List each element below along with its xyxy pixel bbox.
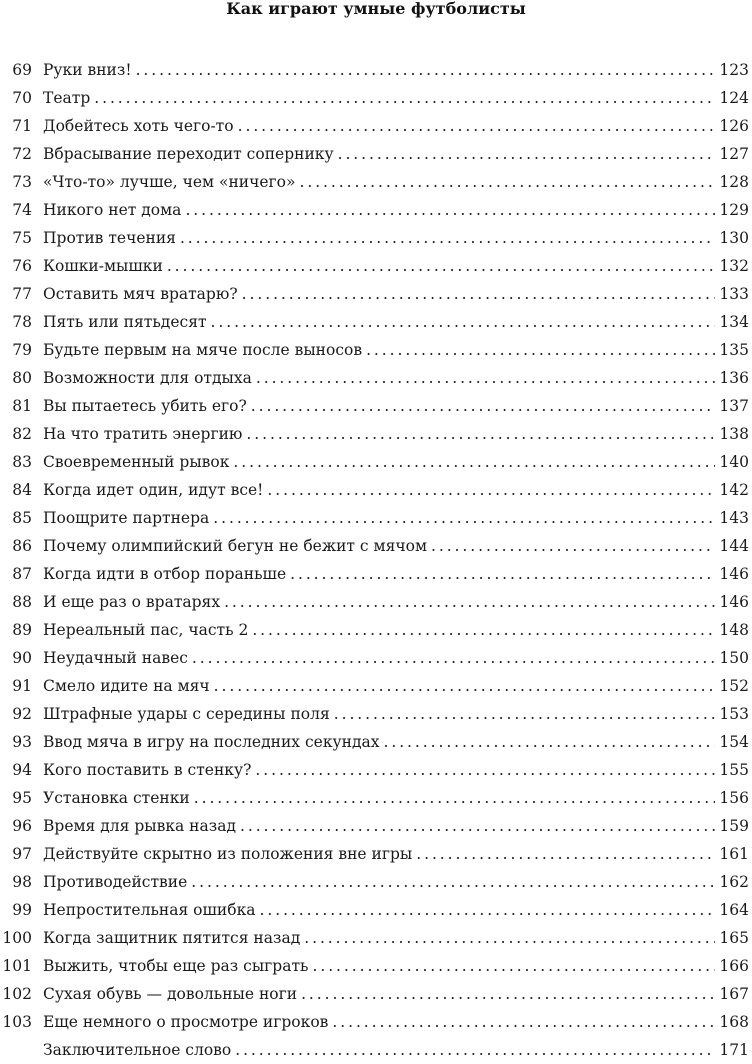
toc-entry[interactable] xyxy=(0,224,752,252)
page-number: 154 xyxy=(719,733,749,751)
dot-leader xyxy=(233,448,715,476)
toc-entry[interactable] xyxy=(0,392,752,420)
chapter-number: 89 xyxy=(12,621,32,639)
chapter-number: 75 xyxy=(12,229,32,247)
page-number: 137 xyxy=(719,397,749,415)
page-number: 167 xyxy=(719,985,749,1003)
page-number: 161 xyxy=(719,845,749,863)
chapter-title: Руки вниз! xyxy=(43,61,132,79)
chapter-title: На что тратить энергию xyxy=(43,425,243,443)
dot-leader xyxy=(246,420,715,448)
chapter-title: Кошки-мышки xyxy=(43,257,163,275)
chapter-number: 99 xyxy=(12,901,32,919)
dot-leader xyxy=(252,616,715,644)
dot-leader xyxy=(167,252,716,280)
toc-entry[interactable] xyxy=(0,868,752,896)
chapter-number: 71 xyxy=(12,117,32,135)
chapter-title: Поощрите партнера xyxy=(43,509,210,527)
chapter-number: 70 xyxy=(12,89,32,107)
chapter-number: 93 xyxy=(12,733,32,751)
dot-leader xyxy=(338,140,716,168)
dot-leader xyxy=(213,504,715,532)
chapter-number: 92 xyxy=(12,705,32,723)
dot-leader xyxy=(191,868,715,896)
dot-leader xyxy=(299,168,715,196)
toc-entry[interactable] xyxy=(0,812,752,840)
chapter-title: Непростительная ошибка xyxy=(43,901,256,919)
page-number: 155 xyxy=(719,761,749,779)
chapter-title: Возможности для отдыха xyxy=(43,369,252,387)
dot-leader xyxy=(312,952,715,980)
dot-leader xyxy=(267,476,715,504)
toc-entry[interactable] xyxy=(0,672,752,700)
toc-entry[interactable] xyxy=(0,728,752,756)
chapter-title: Пять или пятьдесят xyxy=(43,313,207,331)
chapter-number: 90 xyxy=(12,649,32,667)
page-number: 153 xyxy=(719,705,749,723)
dot-leader xyxy=(256,364,716,392)
chapter-title: Штрафные удары с середины поля xyxy=(43,705,330,723)
dot-leader xyxy=(238,112,716,140)
chapter-number: 97 xyxy=(12,845,32,863)
toc-entry[interactable] xyxy=(0,644,752,672)
chapter-title: Вы пытаетесь убить его? xyxy=(43,397,247,415)
page-number: 165 xyxy=(719,929,749,947)
chapter-title: Своевременный рывок xyxy=(43,453,230,471)
chapter-title: И еще раз о вратарях xyxy=(43,593,221,611)
toc-entry[interactable] xyxy=(0,112,752,140)
dot-leader xyxy=(136,56,716,84)
toc-entry[interactable] xyxy=(0,476,752,504)
page-number: 138 xyxy=(719,425,749,443)
page-number: 159 xyxy=(719,817,749,835)
chapter-title: «Что-то» лучше, чем «ничего» xyxy=(43,173,296,191)
page-number: 166 xyxy=(719,957,749,975)
page-number: 156 xyxy=(719,789,749,807)
dot-leader xyxy=(194,784,716,812)
dot-leader xyxy=(255,756,715,784)
page-number: 124 xyxy=(719,89,749,107)
chapter-title: Когда защитник пятится назад xyxy=(43,929,301,947)
page-number: 168 xyxy=(719,1013,749,1031)
dot-leader xyxy=(366,336,715,364)
dot-leader xyxy=(251,392,716,420)
chapter-number: 84 xyxy=(12,481,32,499)
toc-entry[interactable] xyxy=(0,756,752,784)
page-number: 136 xyxy=(719,369,749,387)
dot-leader xyxy=(214,672,716,700)
page-number: 132 xyxy=(719,257,749,275)
chapter-title: Заключительное слово xyxy=(43,1041,232,1059)
page-number: 164 xyxy=(719,901,749,919)
page-number: 162 xyxy=(719,873,749,891)
toc-entry[interactable] xyxy=(0,168,752,196)
chapter-number: 74 xyxy=(12,201,32,219)
chapter-title: Еще немного о просмотре игроков xyxy=(43,1013,329,1031)
chapter-number: 77 xyxy=(12,285,32,303)
toc-entry[interactable] xyxy=(0,896,752,924)
chapter-number: 85 xyxy=(12,509,32,527)
chapter-number: 80 xyxy=(12,369,32,387)
chapter-number: 83 xyxy=(12,453,32,471)
page-number: 134 xyxy=(719,313,749,331)
chapter-number: 76 xyxy=(12,257,32,275)
chapter-number: 103 xyxy=(2,1013,32,1031)
chapter-title: Будьте первым на мяче после выносов xyxy=(43,341,363,359)
page-number: 148 xyxy=(719,621,749,639)
chapter-number: 102 xyxy=(2,985,32,1003)
dot-leader xyxy=(260,896,716,924)
chapter-title: Время для рывка назад xyxy=(43,817,236,835)
toc-entry[interactable] xyxy=(0,252,752,280)
page-number: 146 xyxy=(719,593,749,611)
dot-leader xyxy=(242,280,716,308)
dot-leader xyxy=(304,924,715,952)
chapter-number: 95 xyxy=(12,789,32,807)
chapter-number: 86 xyxy=(12,537,32,555)
chapter-title: Неудачный навес xyxy=(43,649,188,667)
chapter-number: 100 xyxy=(2,929,32,947)
toc-entry[interactable] xyxy=(0,84,752,112)
dot-leader xyxy=(224,588,715,616)
chapter-title: Нереальный пас, часть 2 xyxy=(43,621,249,639)
page-number: 129 xyxy=(719,201,749,219)
page-number: 127 xyxy=(719,145,749,163)
toc-entry[interactable] xyxy=(0,364,752,392)
chapter-title: Театр xyxy=(43,89,91,107)
toc-entry[interactable] xyxy=(0,140,752,168)
dot-leader xyxy=(94,84,715,112)
toc-entry[interactable] xyxy=(0,448,752,476)
toc-entry[interactable] xyxy=(0,588,752,616)
chapter-number: 81 xyxy=(12,397,32,415)
chapter-title: Добейтесь хоть чего-то xyxy=(43,117,234,135)
toc-entry[interactable] xyxy=(0,840,752,868)
dot-leader xyxy=(301,980,715,1008)
toc-entry[interactable] xyxy=(0,308,752,336)
chapter-number: 69 xyxy=(12,61,32,79)
toc-entry[interactable] xyxy=(0,336,752,364)
page-number: 135 xyxy=(719,341,749,359)
chapter-number: 101 xyxy=(2,957,32,975)
chapter-title: Смело идите на мяч xyxy=(43,677,210,695)
toc-entry[interactable] xyxy=(0,952,752,980)
toc-entry[interactable] xyxy=(0,560,752,588)
chapter-number: 98 xyxy=(12,873,32,891)
page-number: 146 xyxy=(719,565,749,583)
chapter-title: Выжить, чтобы еще раз сыграть xyxy=(43,957,309,975)
dot-leader xyxy=(180,224,715,252)
page-number: 143 xyxy=(719,509,749,527)
dot-leader xyxy=(416,840,715,868)
page-header xyxy=(0,0,752,18)
page-number: 133 xyxy=(719,285,749,303)
chapter-title: Установка стенки xyxy=(43,789,190,807)
running-title: Как играют умные футболисты xyxy=(226,0,526,18)
chapter-title: Когда идти в отбор пораньше xyxy=(43,565,287,583)
dot-leader xyxy=(211,308,716,336)
chapter-number: 91 xyxy=(12,677,32,695)
dot-leader xyxy=(332,1008,715,1036)
chapter-title: Сухая обувь — довольные ноги xyxy=(43,985,298,1003)
chapter-number: 72 xyxy=(12,145,32,163)
chapter-title: Никого нет дома xyxy=(43,201,182,219)
page-number: 150 xyxy=(719,649,749,667)
chapter-number: 78 xyxy=(12,313,32,331)
toc-entry[interactable] xyxy=(0,196,752,224)
toc-entry[interactable] xyxy=(0,616,752,644)
chapter-title: Оставить мяч вратарю? xyxy=(43,285,238,303)
page-number: 123 xyxy=(719,61,749,79)
chapter-title: Действуйте скрытно из положения вне игры xyxy=(43,845,413,863)
chapter-number: 79 xyxy=(12,341,32,359)
dot-leader xyxy=(240,812,715,840)
dot-leader xyxy=(290,560,715,588)
chapter-title: Противодействие xyxy=(43,873,188,891)
page-number: 142 xyxy=(719,481,749,499)
toc-entry[interactable] xyxy=(0,784,752,812)
chapter-number: 96 xyxy=(12,817,32,835)
toc-entry[interactable] xyxy=(0,1008,752,1036)
page-number: 128 xyxy=(719,173,749,191)
page-number: 126 xyxy=(719,117,749,135)
toc-entry[interactable] xyxy=(0,980,752,1008)
toc-entry[interactable] xyxy=(0,420,752,448)
page-number: 144 xyxy=(719,537,749,555)
chapter-title: Против течения xyxy=(43,229,176,247)
toc-entry[interactable] xyxy=(0,280,752,308)
dot-leader xyxy=(384,728,716,756)
chapter-title: Кого поставить в стенку? xyxy=(43,761,252,779)
chapter-number: 88 xyxy=(12,593,32,611)
chapter-number: 87 xyxy=(12,565,32,583)
chapter-title: Почему олимпийский бегун не бежит с мячом xyxy=(43,537,427,555)
toc-entry[interactable] xyxy=(0,700,752,728)
chapter-number: 94 xyxy=(12,761,32,779)
page-number: 152 xyxy=(719,677,749,695)
dot-leader xyxy=(185,196,715,224)
chapter-title: Вбрасывание переходит сопернику xyxy=(43,145,334,163)
chapter-title: Когда идет один, идут все! xyxy=(43,481,264,499)
chapter-number: 82 xyxy=(12,425,32,443)
page-number: 140 xyxy=(719,453,749,471)
table-of-contents xyxy=(0,56,752,1064)
dot-leader xyxy=(192,644,715,672)
chapter-number: 73 xyxy=(12,173,32,191)
page-number: 171 xyxy=(719,1041,749,1059)
dot-leader xyxy=(334,700,716,728)
dot-leader xyxy=(431,532,715,560)
toc-entry[interactable] xyxy=(0,504,752,532)
toc-entry[interactable] xyxy=(0,532,752,560)
page-number: 130 xyxy=(719,229,749,247)
toc-entry[interactable] xyxy=(0,56,752,84)
toc-entry[interactable] xyxy=(0,924,752,952)
chapter-title: Ввод мяча в игру на последних секундах xyxy=(43,733,380,751)
